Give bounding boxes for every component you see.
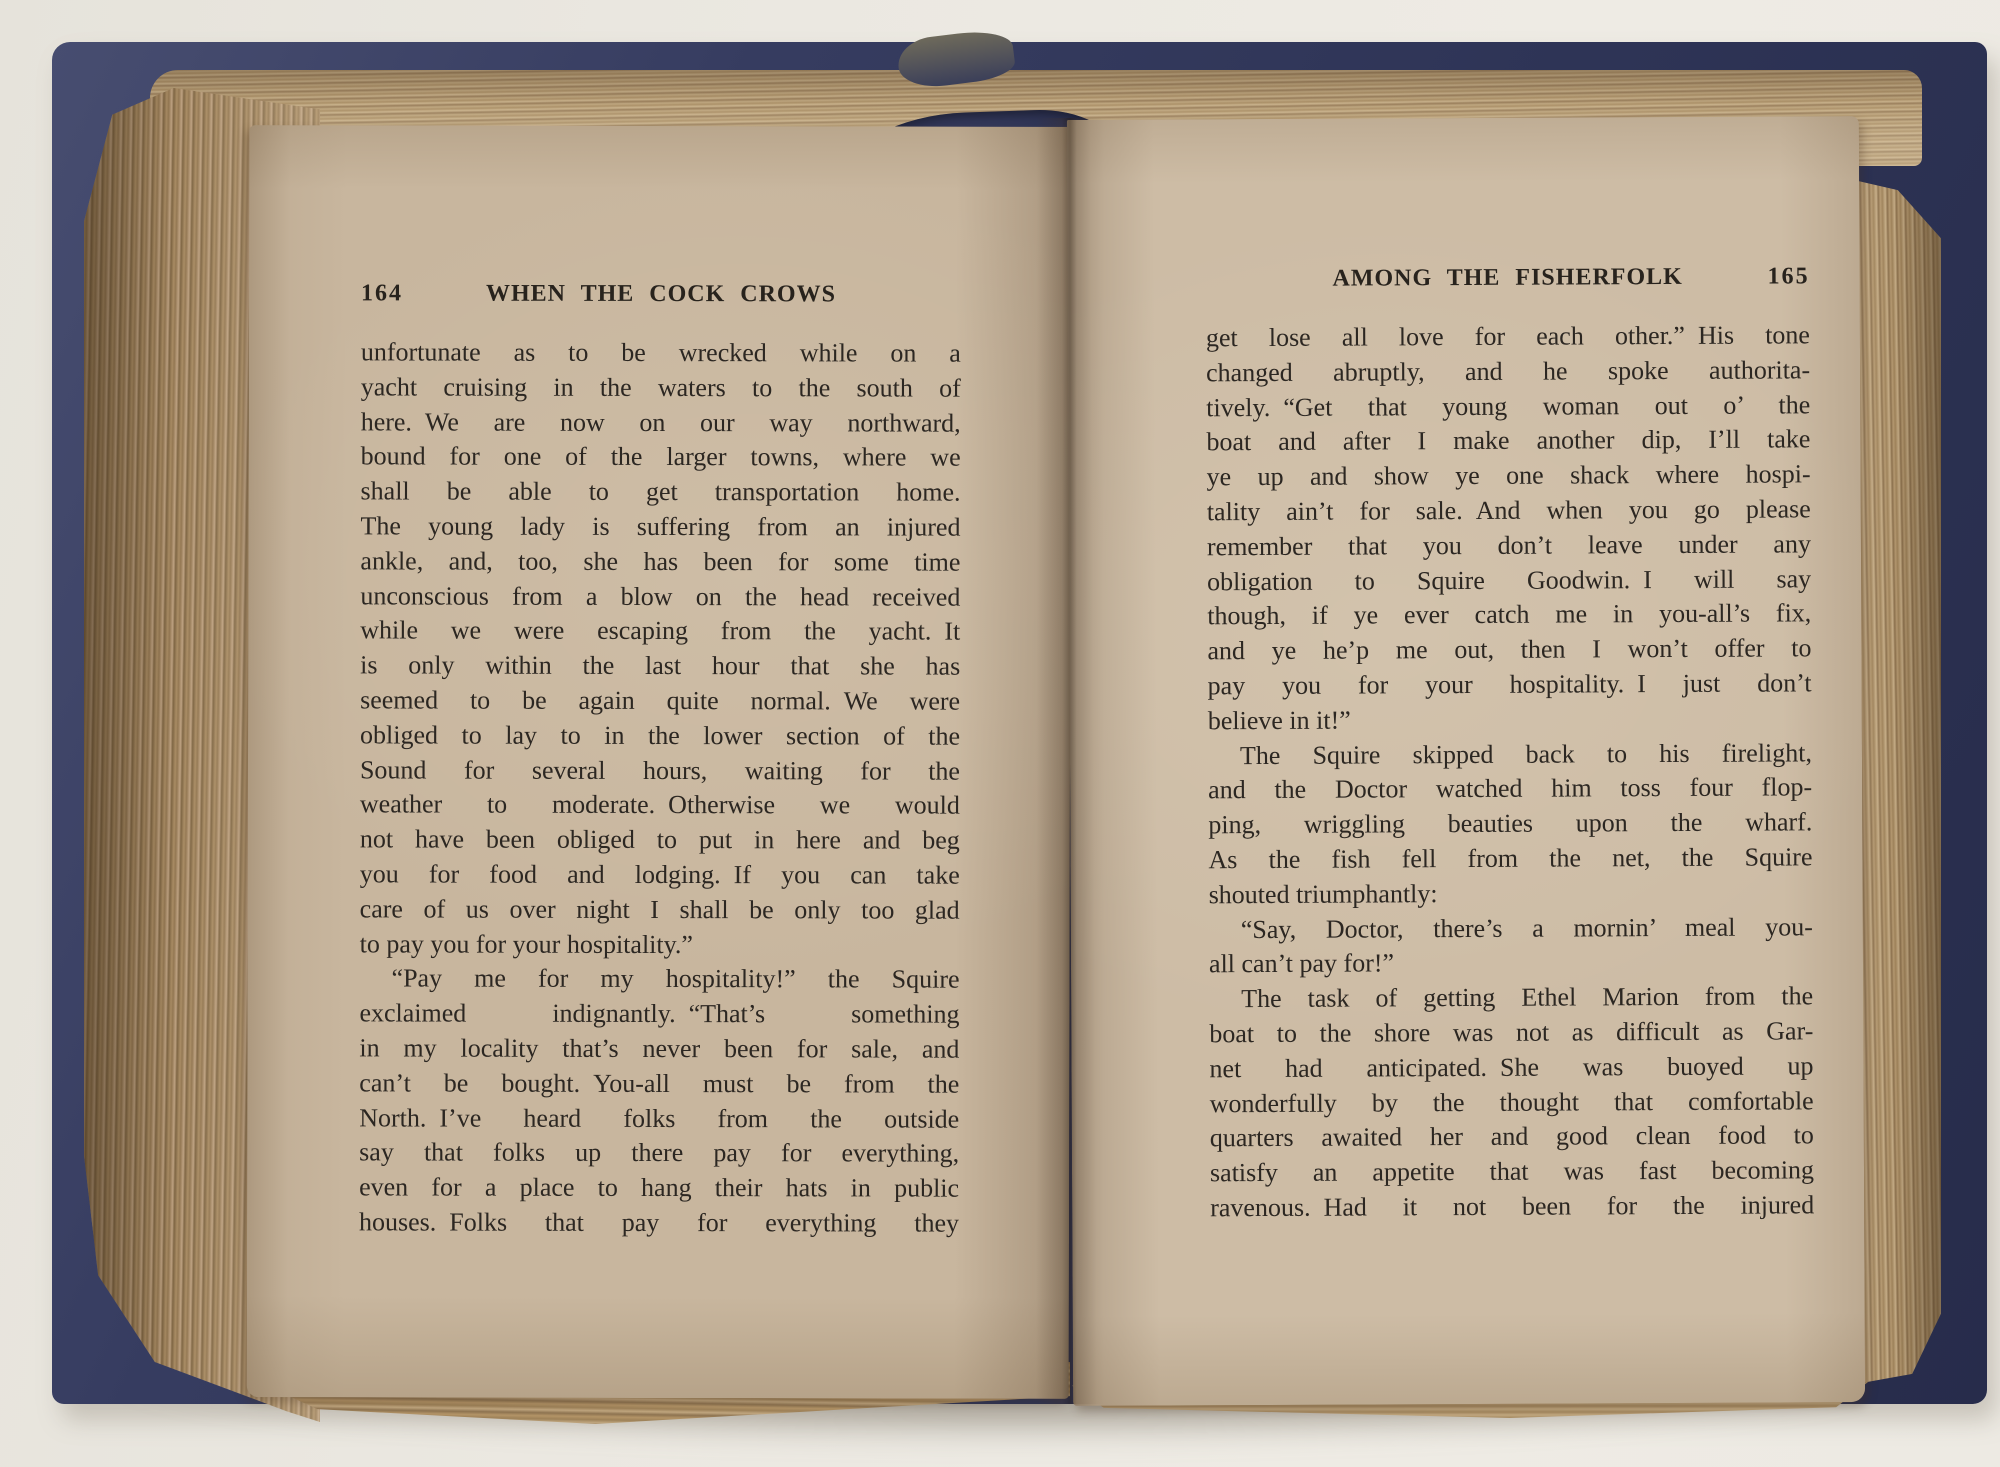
text-line: The Squire skipped back to his firelight, — [1239, 737, 1813, 770]
text-line: boat and after I make another dip, I’ll take — [1206, 424, 1811, 457]
text-line: to pay you for your hospitality.” — [359, 928, 694, 959]
text-line: even for a place to hang their hats in public — [359, 1172, 960, 1203]
text-line: though, if ye ever catch me in you-all’s fix, — [1207, 598, 1812, 631]
text-line: exclaimed indignantly. “That’s something — [359, 998, 960, 1029]
text-line: tively. “Get that young woman out o’ the — [1206, 389, 1811, 422]
text-line: all can’t pay for!” — [1208, 948, 1395, 979]
left-running-title: WHEN THE COCK CROWS — [485, 280, 836, 308]
text-line: care of us over night I shall be only too glad — [359, 894, 960, 925]
text-line: can’t be bought. You-all must be from the — [359, 1068, 960, 1099]
left-page-number: 164 — [360, 280, 404, 307]
text-line: get lose all love for each other.” His tone — [1205, 320, 1810, 353]
right-page-header — [1206, 263, 1810, 293]
text-line: wonderfully by the thought that comfortable — [1209, 1085, 1814, 1118]
text-line: The task of getting Ethel Marion from the — [1241, 981, 1814, 1014]
text-line: pay you for your hospitality. I just don’t — [1207, 668, 1812, 701]
left-page-text — [359, 335, 961, 1241]
text-line: bound for one of the larger towns, where we — [360, 441, 961, 473]
text-line: while we were escaping from the yacht. It — [360, 615, 961, 647]
text-line: is only within the last hour that she has — [360, 650, 961, 681]
text-line: unfortunate as to be wrecked while on a — [360, 337, 961, 368]
text-line: weather to moderate. Otherwise we would — [359, 789, 960, 820]
text-line: As the fish fell from the net, the Squire — [1208, 842, 1813, 875]
text-line: houses. Folks that pay for everything they — [359, 1207, 960, 1238]
text-line: you for food and lodging. If you can take — [359, 859, 960, 890]
left-page-header — [361, 280, 961, 308]
text-line: yacht cruising in the waters to the south of — [360, 372, 961, 403]
text-line: changed abruptly, and he spoke authorita- — [1206, 355, 1811, 388]
text-line: obligation to Squire Goodwin. I will say — [1207, 563, 1812, 596]
text-line: ravenous. Had it not been for the injured — [1210, 1190, 1815, 1223]
text-line: say that folks up there pay for everything, — [359, 1137, 960, 1168]
text-line: and the Doctor watched him toss four flop- — [1208, 772, 1813, 805]
text-line: The young lady is suffering from an injured — [360, 511, 961, 542]
text-line: ye up and show ye one shack where hospi- — [1206, 459, 1811, 492]
text-line: believe in it!” — [1207, 705, 1351, 736]
text-line: obliged to lay to in the lower section of the — [360, 720, 961, 751]
text-line: remember that you don’t leave under any — [1206, 529, 1812, 562]
text-line: here. We are now on our way northward, — [360, 406, 961, 438]
text-line: in my locality that’s never been for sale, and — [359, 1033, 960, 1064]
right-running-title: AMONG THE FISHERFOLK — [1332, 263, 1683, 292]
text-line: boat to the shore was not as difficult as Gar- — [1209, 1016, 1814, 1049]
right-page — [1067, 116, 1865, 1406]
text-line: and ye he’p me out, then I won’t offer to — [1207, 633, 1812, 666]
text-line: ping, wriggling beauties upon the wharf. — [1208, 807, 1813, 840]
right-page-text — [1206, 318, 1814, 1226]
text-line: “Say, Doctor, there’s a mornin’ meal you- — [1240, 911, 1813, 944]
text-line: shall be able to get transportation home. — [360, 476, 961, 507]
left-page — [247, 125, 1072, 1399]
text-line: shouted triumphantly: — [1208, 878, 1438, 910]
text-line: tality ain’t for sale. And when you go please — [1206, 494, 1811, 527]
text-line: ankle, and, too, she has been for some time — [360, 546, 961, 577]
text-line: not have been obliged to put in here and beg — [359, 824, 960, 855]
text-line: unconscious from a blow on the head received — [360, 580, 961, 612]
text-line: satisfy an appetite that was fast becoming — [1209, 1155, 1815, 1188]
text-line: quarters awaited her and good clean food to — [1209, 1120, 1814, 1153]
text-line: North. I’ve heard folks from the outside — [359, 1102, 960, 1134]
text-line: net had anticipated. She was buoyed up — [1209, 1051, 1814, 1083]
text-line: seemed to be again quite normal. We were — [360, 685, 961, 716]
text-line: “Pay me for my hospitality!” the Squire — [391, 963, 960, 994]
text-line: Sound for several hours, waiting for the — [359, 754, 961, 786]
right-page-number: 165 — [1767, 263, 1810, 290]
